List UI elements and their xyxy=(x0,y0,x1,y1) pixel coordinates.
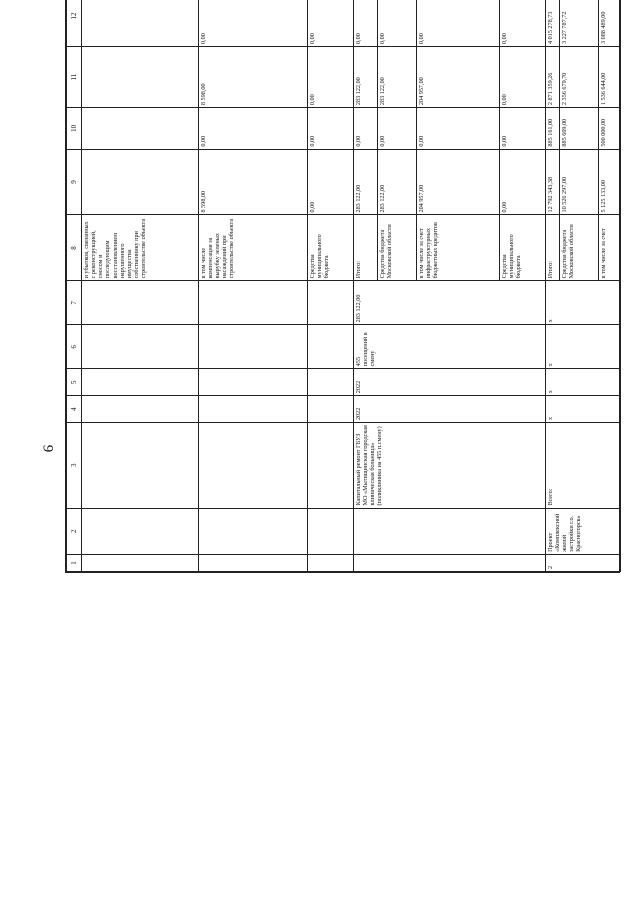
table-row xyxy=(198,0,307,572)
rotated-table xyxy=(65,0,620,573)
table-cell: 0,00 xyxy=(353,0,377,47)
table-cell xyxy=(82,149,199,215)
page-number: 9 xyxy=(39,444,56,453)
table-cell: х xyxy=(545,396,620,423)
table-cell: 3 088 489,00 xyxy=(599,0,621,47)
table-cell xyxy=(82,554,199,571)
table-cell: 885 609,00 xyxy=(560,108,599,150)
table-cell: 2 356 679,70 xyxy=(560,47,599,108)
table-cell: Средства бюджета Московской области xyxy=(378,215,417,281)
col-header: 3 xyxy=(67,423,82,508)
table-cell xyxy=(198,281,307,325)
table-cell xyxy=(307,508,353,554)
table-cell xyxy=(82,396,199,423)
table-cell xyxy=(82,325,199,369)
table-cell xyxy=(82,281,199,325)
table-cell: 12 792 343,38 xyxy=(545,149,560,215)
table-cell: 204 957,00 xyxy=(417,149,500,215)
table-cell: Итого: xyxy=(353,215,377,281)
col-header: 11 xyxy=(67,47,82,108)
table-cell: 0,00 xyxy=(499,0,545,47)
table-cell: 0,00 xyxy=(499,47,545,108)
table-cell: 0,00 xyxy=(378,0,417,47)
table-cell xyxy=(198,325,307,369)
table-cell: 8 598,00 xyxy=(198,47,307,108)
row-number: 2 xyxy=(545,554,620,571)
project-name: Проект «Комплексной жилой застройки г.о. Красногорск» xyxy=(545,508,620,554)
table-cell: 0,00 xyxy=(198,0,307,47)
table-cell: 10 526 297,00 xyxy=(560,149,599,215)
table-cell: 0,00 xyxy=(353,108,377,150)
table-cell: 283 122,00 xyxy=(353,47,377,108)
object-name: Капитальный ремонт ГБУЗ МО «Мытищинская городская клиническая больница» (поликлиника на 455 п.смену) xyxy=(353,423,545,508)
col-header: 8 xyxy=(67,215,82,281)
col-header: 10 xyxy=(67,108,82,150)
table-cell xyxy=(82,47,199,108)
table-cell: х xyxy=(545,325,620,369)
table-cell: 3 227 787,72 xyxy=(560,0,599,47)
table-cell xyxy=(198,369,307,396)
table-cell: Итого: xyxy=(545,215,560,281)
table-cell: 0,00 xyxy=(417,108,500,150)
total-label: Всего: xyxy=(545,423,620,508)
table-cell: 4 015 278,73 xyxy=(545,0,560,47)
table-cell xyxy=(198,554,307,571)
table-cell xyxy=(307,325,353,369)
table-cell xyxy=(82,108,199,150)
table-cell: 204 957,00 xyxy=(417,47,500,108)
capacity: 455 посещений в смену xyxy=(353,325,545,369)
header-row xyxy=(67,0,82,572)
table-cell: в том числе за счет xyxy=(599,215,621,281)
start-year: 2022 xyxy=(353,396,545,423)
table-cell: 283 122,00 xyxy=(378,149,417,215)
table-cell: 5 125 133,00 xyxy=(599,149,621,215)
table-cell: в том числе компенсация за вырубку зеленых насаждений при строительстве объекта xyxy=(198,215,307,281)
col-header: 5 xyxy=(67,369,82,396)
table-cell: х xyxy=(545,369,620,396)
table-row xyxy=(307,0,353,572)
table-row xyxy=(353,0,377,572)
table-cell: 0,00 xyxy=(499,149,545,215)
table-cell xyxy=(307,554,353,571)
end-year: 2022 xyxy=(353,369,545,396)
table-cell: х xyxy=(545,281,620,325)
col-header: 12 xyxy=(67,0,82,47)
table-cell: в том числе за счет инфраструктурных бюджетных кредитов xyxy=(417,215,500,281)
table-cell: 2 871 359,26 xyxy=(545,47,560,108)
table-cell xyxy=(307,281,353,325)
table-cell: 885 161,00 xyxy=(545,108,560,150)
table-cell xyxy=(198,508,307,554)
table-cell xyxy=(198,396,307,423)
table-cell: 283 122,00 xyxy=(378,47,417,108)
table-cell xyxy=(82,508,199,554)
table-cell xyxy=(307,396,353,423)
table-cell: 0,00 xyxy=(307,149,353,215)
table-row xyxy=(545,0,560,572)
budget-table xyxy=(66,0,621,572)
col-header: 4 xyxy=(67,396,82,423)
table-cell: Средства муниципального бюджета xyxy=(307,215,353,281)
table-cell xyxy=(82,369,199,396)
table-cell: 500 000,00 xyxy=(599,108,621,150)
table-cell: 0,00 xyxy=(307,108,353,150)
table-cell: 8 598,00 xyxy=(198,149,307,215)
table-cell: 0,00 xyxy=(307,0,353,47)
table-cell xyxy=(307,423,353,508)
table-cell xyxy=(82,0,199,47)
table-cell: 0,00 xyxy=(307,47,353,108)
col-header: 7 xyxy=(67,281,82,325)
table-cell: 0,00 xyxy=(378,108,417,150)
col-header: 6 xyxy=(67,325,82,369)
col-header: 2 xyxy=(67,508,82,554)
table-cell: 0,00 xyxy=(499,108,545,150)
table-cell: Средства бюджета Московской области xyxy=(560,215,599,281)
col-header: 9 xyxy=(67,149,82,215)
scanned-page xyxy=(65,11,620,903)
table-cell xyxy=(307,369,353,396)
table-cell: 0,00 xyxy=(417,0,500,47)
table-cell: 0,00 xyxy=(198,108,307,150)
table-cell xyxy=(353,508,545,554)
table-cell xyxy=(198,423,307,508)
table-cell: 1 536 644,00 xyxy=(599,47,621,108)
table-cell: и убытков, связанных с реконструкцией, сносом и последующим восстановлением нарушенного имущества собственнику при строительстве объекта xyxy=(82,215,199,281)
col-header: 1 xyxy=(67,554,82,571)
table-cell: 283 122,00 xyxy=(353,149,377,215)
table-row xyxy=(82,0,199,572)
table-cell xyxy=(82,423,199,508)
table-cell: Средства муниципального бюджета xyxy=(499,215,545,281)
table-cell xyxy=(353,554,545,571)
object-cost: 283 122,00 xyxy=(353,281,545,325)
